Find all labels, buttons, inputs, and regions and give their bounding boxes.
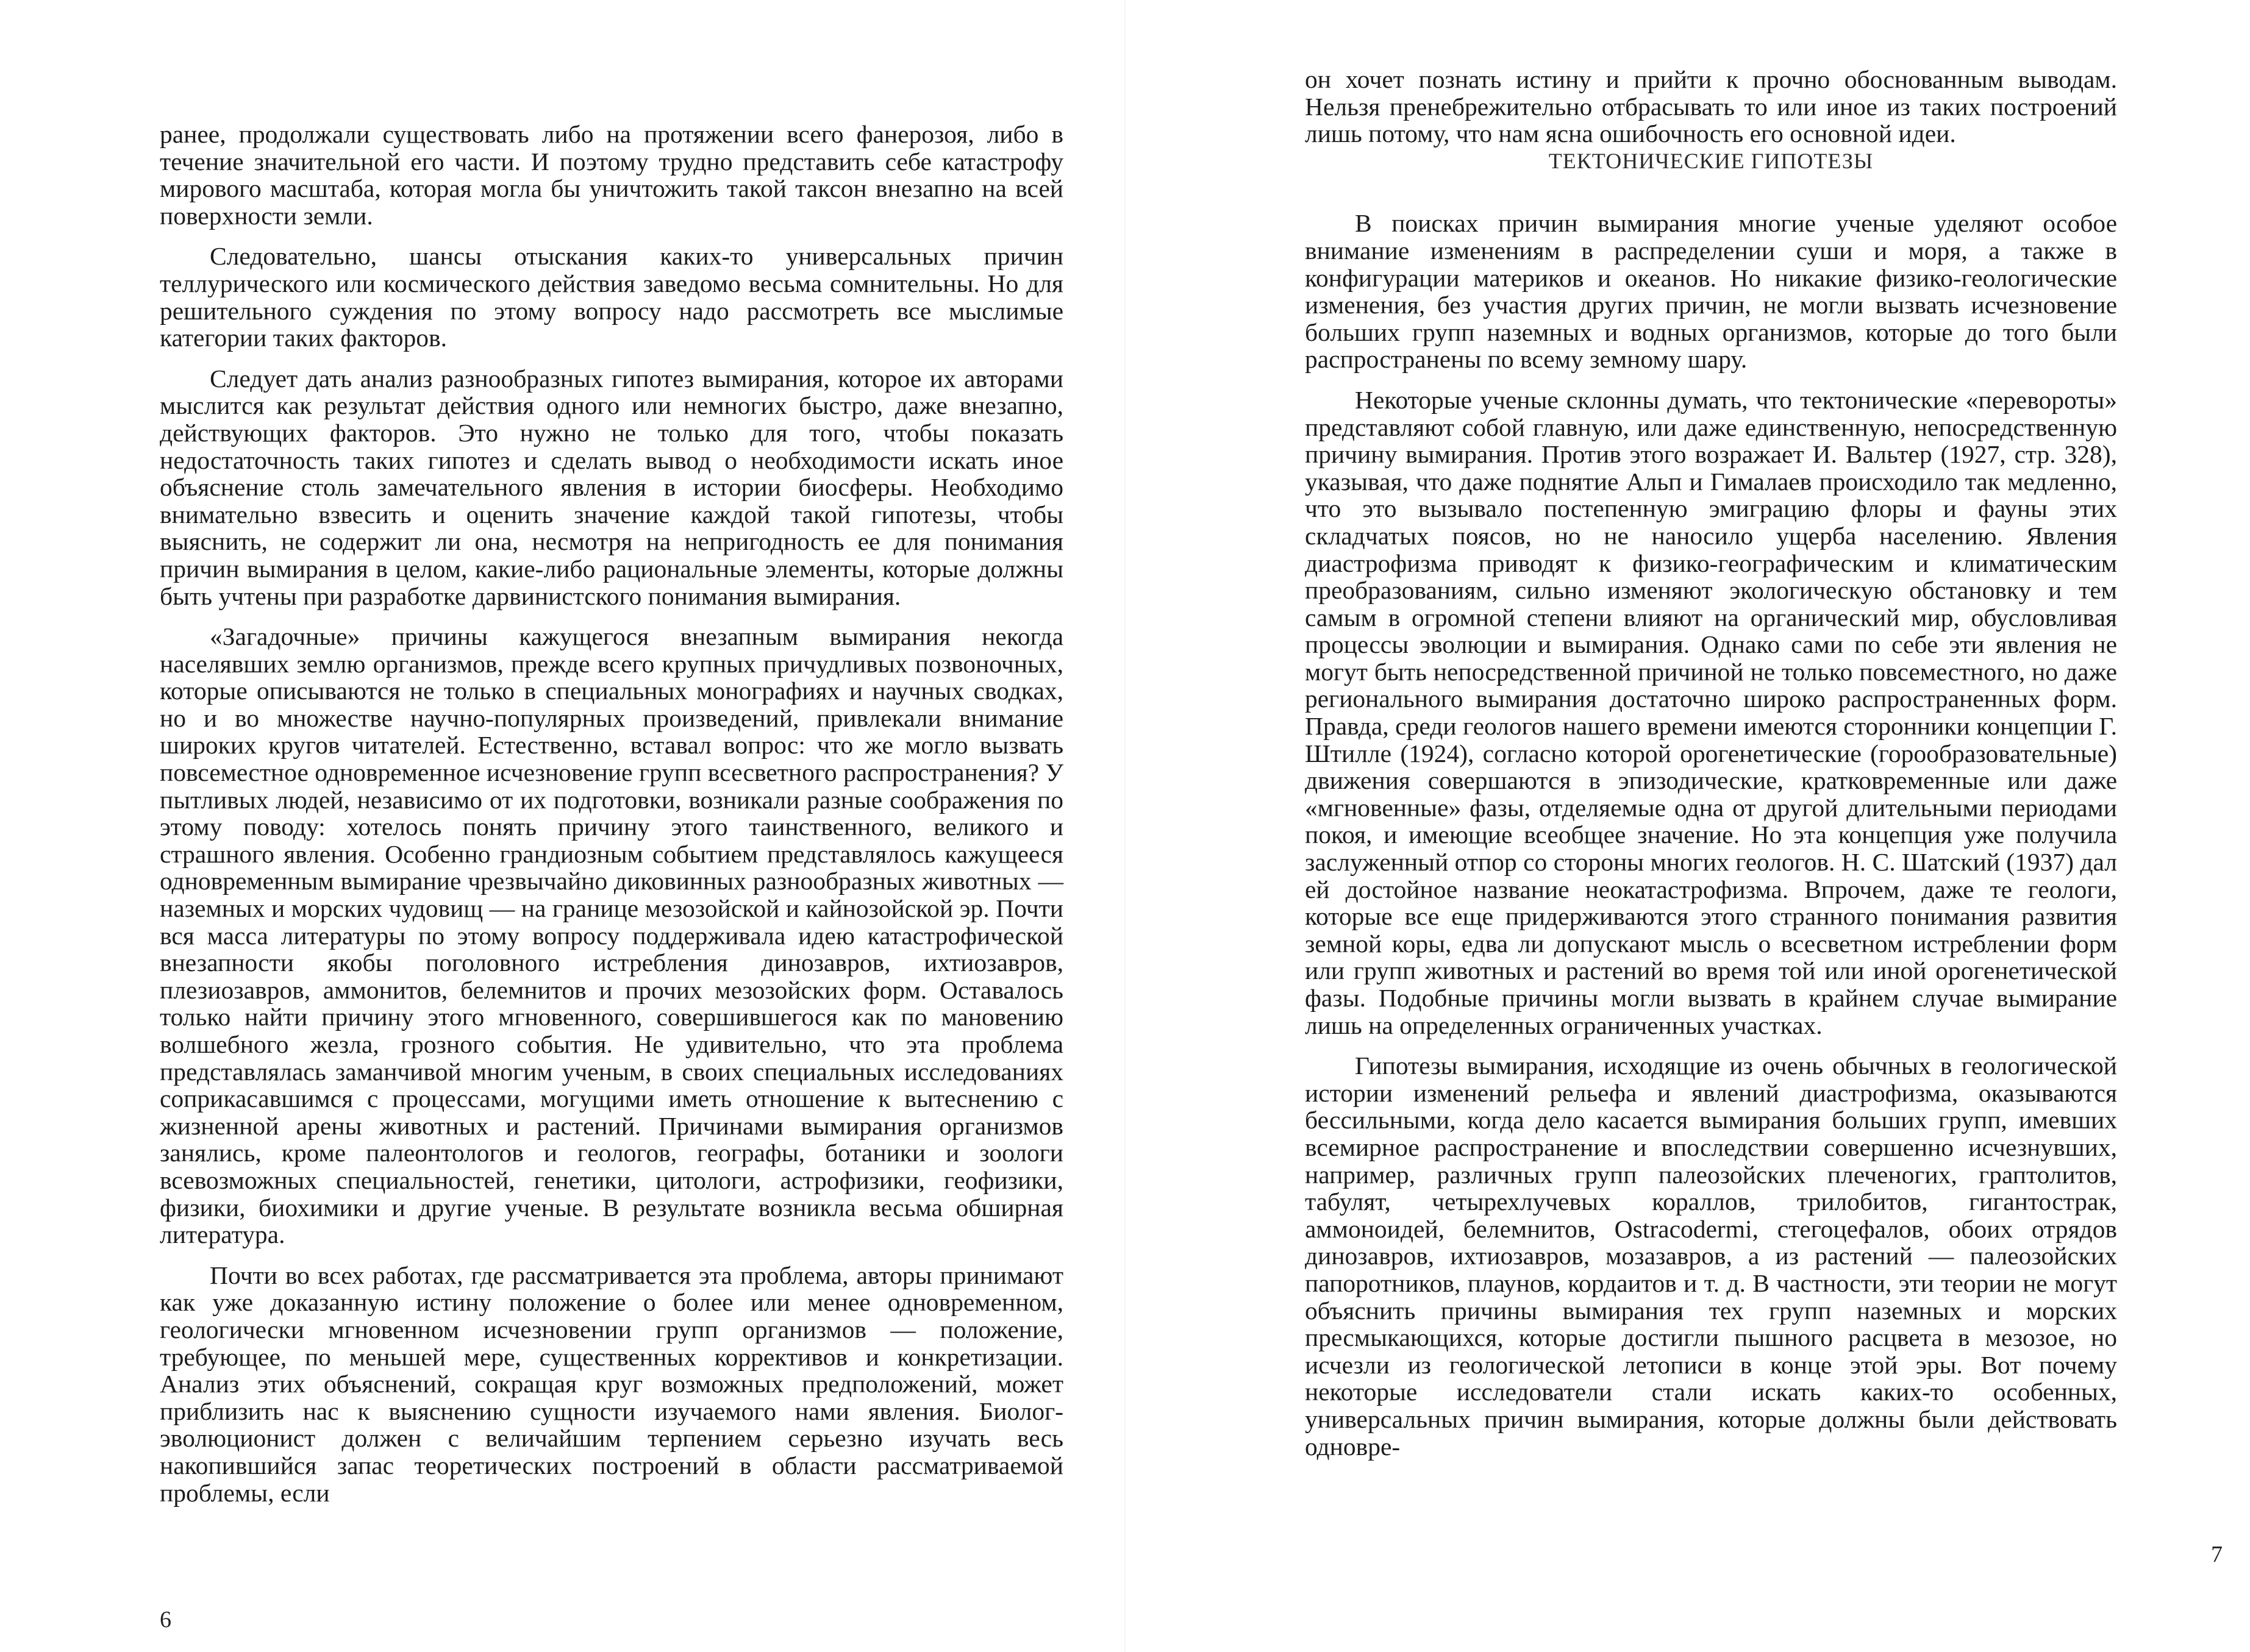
paragraph: Следовательно, шансы отыскания каких-то универсальных причин теллурического или космического действия заведомо весьма сомнительны. Но для решительного суждения по этому вопросу надо рассмотреть все мыслимые категории таких факторов.: [160, 242, 1063, 352]
right-page-text-column: [1305, 66, 2117, 1460]
paragraph: Следует дать анализ разнообразных гипотез вымирания, которое их авторами мыслится как результат действия одного или немногих быстро, даже внезапно, действующих факторов. Это нужно не только для того, чтобы показать недостаточность таких гипотез и сделать вывод о необходимости искать иное объяснение столь замечательного явления в истории биосферы. Необходимо внимательно взвесить и оценить значение каждой такой гипотезы, чтобы выяснить, не содержит ли она, несмотря на непригодность ее для понимания причин вымирания в целом, какие-либо рациональные элементы, которые должны быть учтены при разработке дарвинистского понимания вымирания.: [160, 364, 1063, 610]
paragraph: «Загадочные» причины кажущегося внезапным вымирания некогда населявших землю организмов, прежде всего крупных причудливых позвоночных, которые описываются не только в специальных монографиях и научных сводках, но и во множестве научно-популярных произведений, привлекали внимание широких кругов читателей. Естественно, вставал вопрос: что же могло вызвать повсеместное одновременное исчезновение групп всесветного распространения? У пытливых людей, независимо от их подготовки, возникали разные соображения по этому поводу: хотелось понять причину этого таинственного, великого и страшного явления. Особенно грандиозным событием представлялось кажущееся одновременным вымирание чрезвычайно диковинных разнообразных животных — наземных и морских чудовищ — на границе мезозойской и кайнозойской эр. Почти вся масса литературы по этому вопросу поддерживала идею катастрофической внезапности якобы поголовного истребления динозавров, ихтиозавров, плезиозавров, аммонитов, белемнитов и прочих мезозойских форм. Оставалось только найти причину этого мгновенного, совершившегося как по мановению волшебного жезла, грозного события. Не удивительно, что эта проблема представлялась заманчивой многим ученым, в своих специальных исследованиях соприкасавшимся с процессами, могущими иметь отношение к вытеснению с жизненной арены животных и растений. Причинами вымирания организмов занялись, кроме палеонтологов и геологов, географы, ботаники и зоологи всевозможных специальностей, генетики, цитологи, астрофизики, геофизики, физики, биохимики и другие ученые. В результате возникла весьма обширная литература.: [160, 622, 1063, 1249]
paragraph: ранее, продолжали существовать либо на протяжении всего фанерозоя, либо в течение значительной его части. И поэтому трудно представить себе катастрофу мирового масштаба, которая могла бы уничтожить такой таксон внезапно на всей поверхности земли.: [160, 120, 1063, 230]
paragraph: Некоторые ученые склонны думать, что тектонические «перевороты» представляют собой главную, или даже единственную, непосредственную причину вымирания. Против этого возражает И. Вальтер (1927, стр. 328), указывая, что даже поднятие Альп и Гималаев происходило так медленно, что это вызывало постепенную эмиграцию флоры и фауны этих складчатых поясов, но не наносило ущерба населению. Явления диастрофизма приводят к физико-географическим и климатическим преобразованиям, сильно изменяют экологическую обстановку и тем самым в огромной степени влияют на органический мир, обусловливая процессы эволюции и вымирания. Однако сами по себе эти явления не могут быть непосредственной причиной не только повсеместного, но даже регионального вымирания достаточно широко распространенных форм. Правда, среди геологов нашего времени имеются сторонники концепции Г. Штилле (1924), согласно которой орогенетические (горообразовательные) движения совершаются в эпизодические, кратковременные или даже «мгновенные» фазы, отделяемые одна от другой длительными периодами покоя, и имеющие всеобщее значение. Но эта концепция уже получила заслуженный отпор со стороны многих геологов. Н. С. Шатский (1937) дал ей достойное название неокатастрофизма. Впрочем, даже те геологи, которые все еще придерживаются этого странного понимания развития земной коры, едва ли допускают мысль о всесветном истреблении форм или групп животных и растений во время той или иной орогенетической фазы. Подобные причины могли вызвать в крайнем случае вымирание лишь на определенных ограниченных участках.: [1305, 385, 2117, 1039]
paragraph: Почти во всех работах, где рассматривается эта проблема, авторы принимают как уже доказанную истину положение о более или менее одновременном, геологически мгновенном исчезновении групп организмов — положение, требующее, по меньшей мере, существенных коррективов и конкретизации. Анализ этих объяснений, сокращая круг возможных предположений, может приблизить нас к выяснению сущности изучаемого нами явления. Биолог-эволюционист должен с величайшим терпением серьезно изучать весь накопившийся запас теоретических построений в области рассматриваемой проблемы, если: [160, 1261, 1063, 1507]
left-page-text-column: [160, 121, 1063, 1506]
right-page: [1125, 0, 2250, 1652]
paragraph: Гипотезы вымирания, исходящие из очень обычных в геологической истории изменений рельефа и явлений диастрофизма, оказываются бессильными, когда дело касается вымирания больших групп, имевших всемирное распространение и впоследствии совершенно исчезнувших, например, различных групп палеозойских плеченогих, граптолитов, табулят, четырехлучевых кораллов, трилобитов, гигантострак, аммоноидей, белемнитов, Ostracodermi, стегоцефалов, обоих отрядов динозавров, ихтиозавров, мозазавров, а из растений — палеозойских папоротников, плаунов, кордаитов и т. д. В частности, эти теории не могут объяснить причины вымирания тех групп наземных и морских пресмыкающихся, которые достигли пышного расцвета в мезозое, но исчезли из геологической летописи в конце этой эры. Вот почему некоторые исследователи стали искать каких-то особенных, универсальных причин вымирания, которые должны были действовать одновре-: [1305, 1052, 2117, 1461]
page-number: 7: [2211, 1542, 2223, 1567]
page-number: 6: [160, 1607, 171, 1632]
section-heading: ТЕКТОНИЧЕСКИЕ ГИПОТЕЗЫ: [1548, 148, 1874, 173]
paragraph: В поисках причин вымирания многие ученые уделяют особое внимание изменениям в распределении суши и моря, а также в конфигурации материков и океанов. Но никакие физико-геологические изменения, без участия других причин, не могли вызвать исчезновение больших групп наземных и водных организмов, которые до того были распространены по всему земному шару.: [1305, 209, 2117, 374]
paragraph: он хочет познать истину и прийти к прочно обоснованным выводам. Нельзя пренебрежительно отбрасывать то или иное из таких построений лишь потому, что нам ясна ошибочность его основной идеи.: [1305, 65, 2117, 148]
